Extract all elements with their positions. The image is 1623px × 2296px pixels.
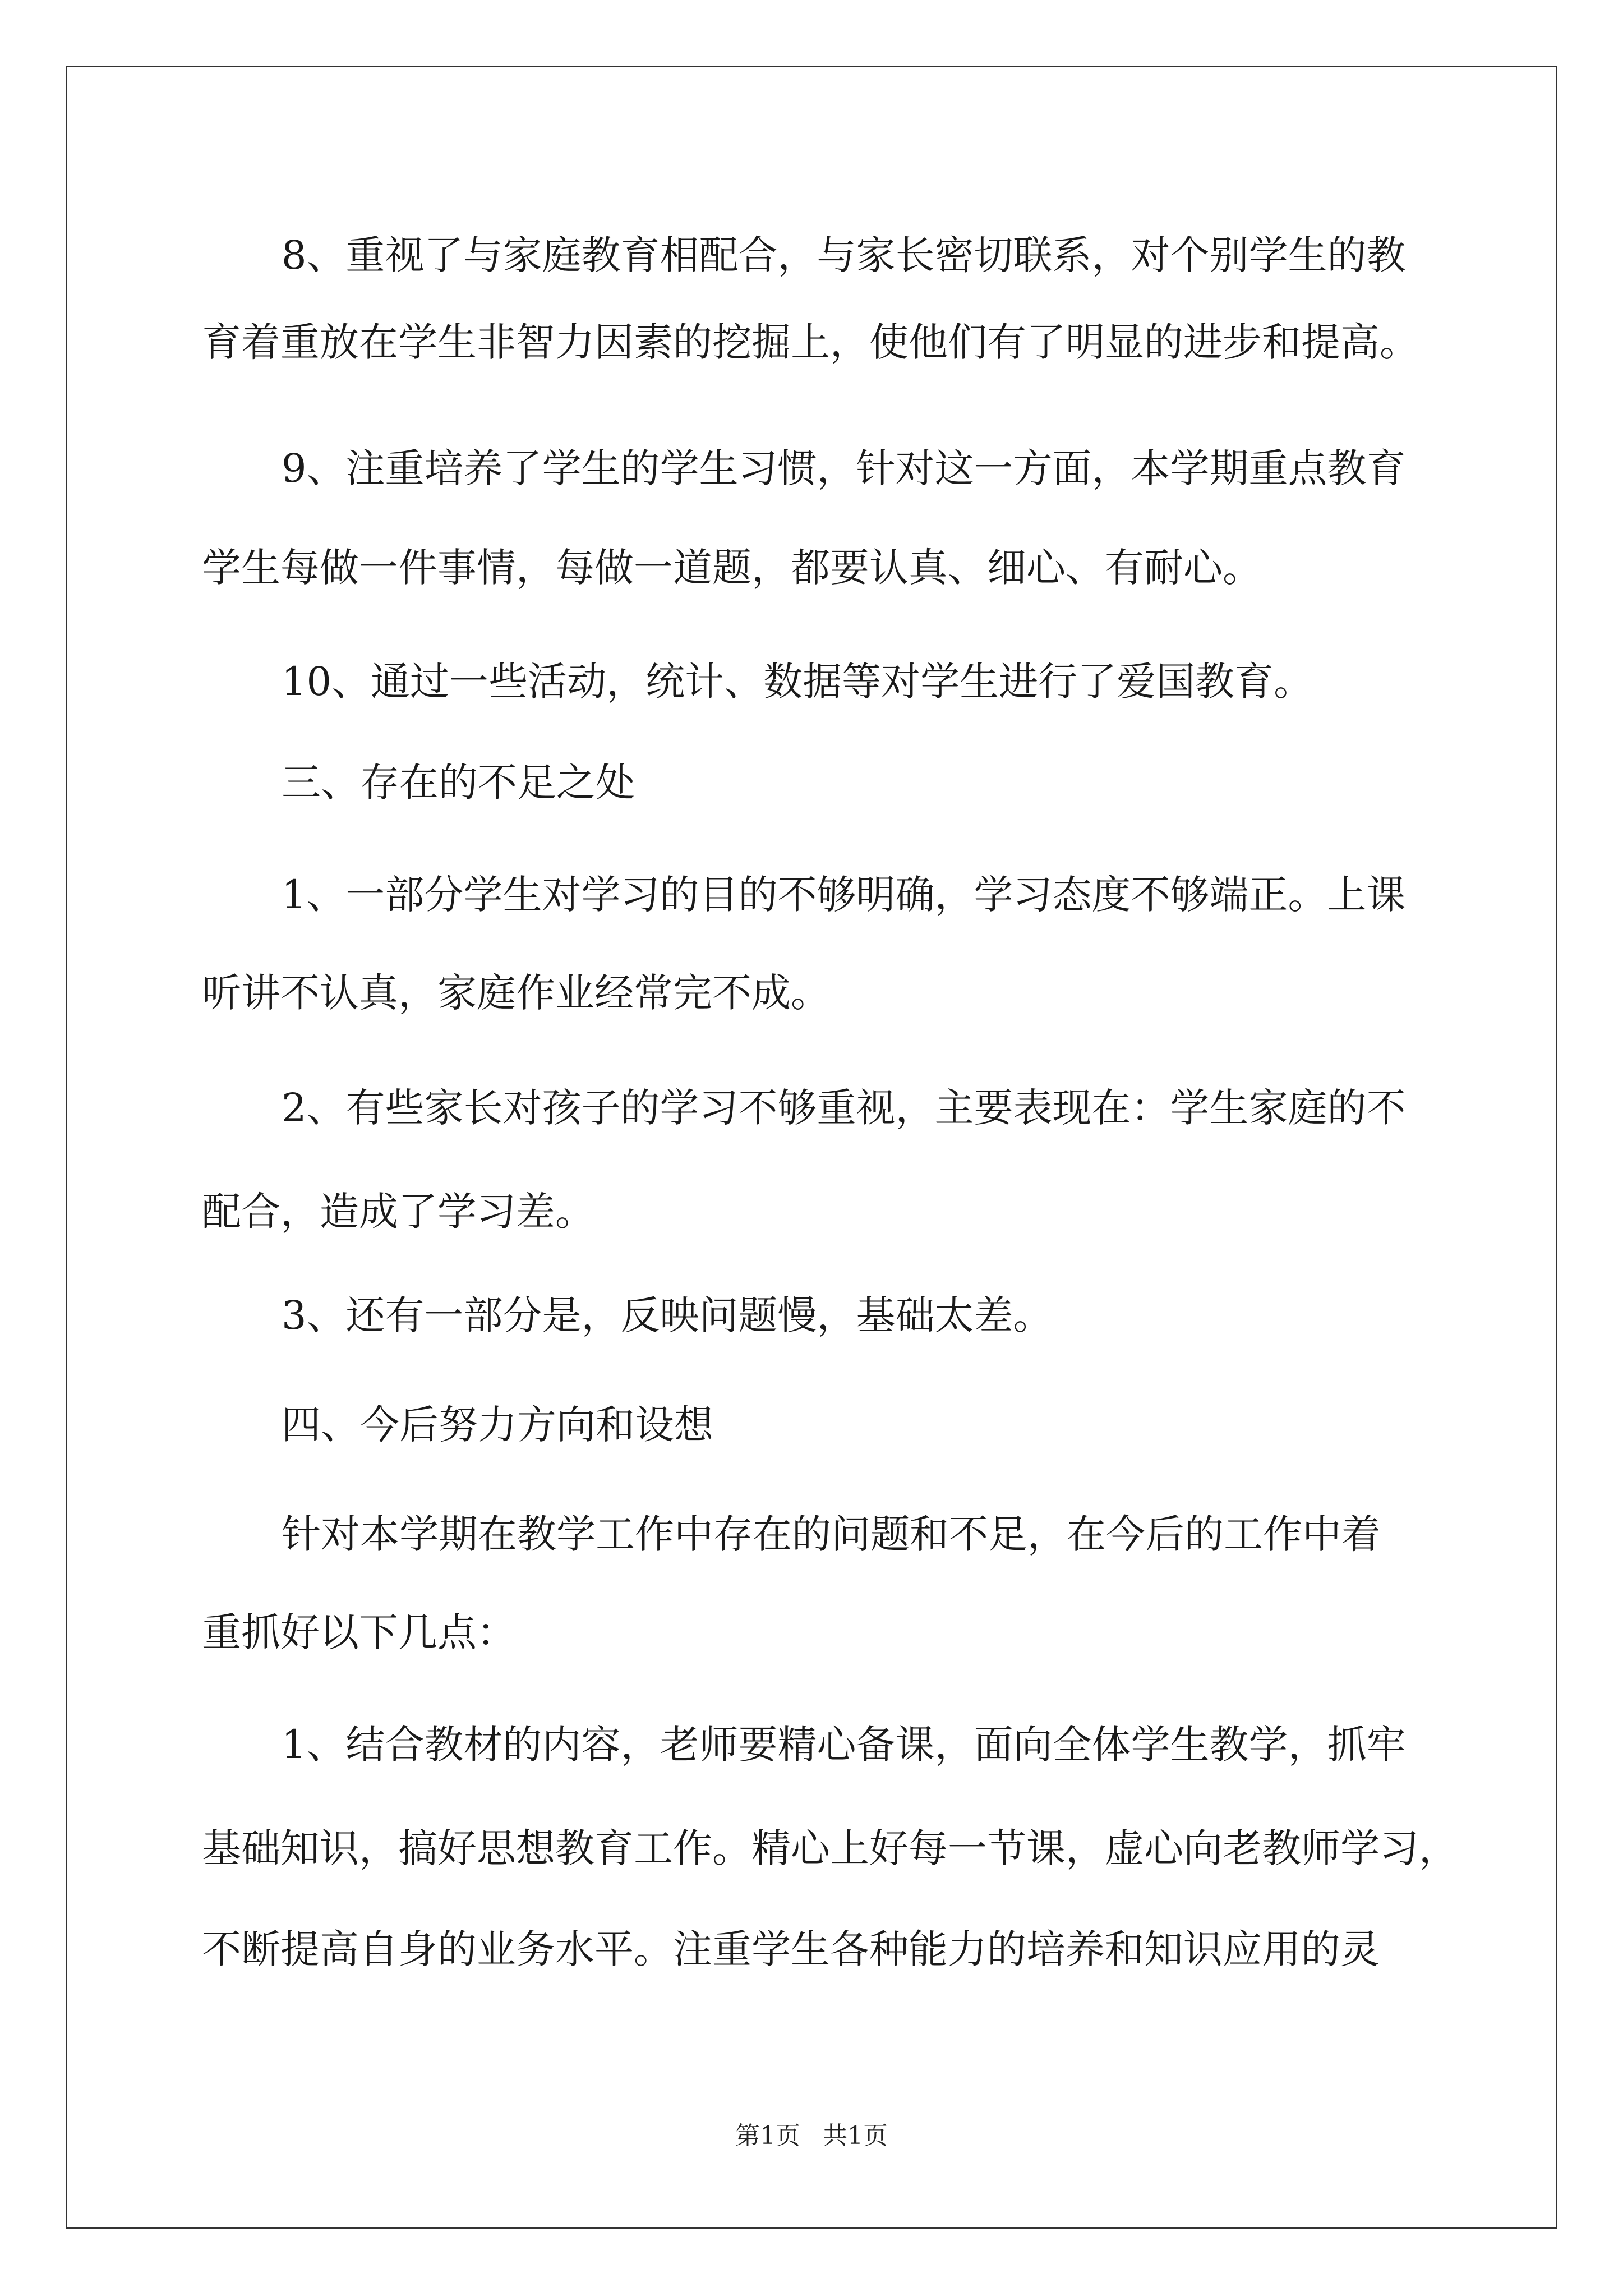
section-heading: 三、存在的不足之处 bbox=[282, 760, 635, 806]
paragraph-line: 2、有些家长对孩子的学习不够重视，主要表现在：学生家庭的不 bbox=[282, 1085, 1406, 1131]
paragraph-line: 10、通过一些活动，统计、数据等对学生进行了爱国教育。 bbox=[282, 659, 1313, 705]
paragraph-line: 1、一部分学生对学习的目的不够明确，学习态度不够端正。上课 bbox=[282, 872, 1406, 918]
paragraph-line: 基础知识，搞好思想教育工作。精心上好每一节课，虚心向老教师学习， bbox=[202, 1825, 1458, 1871]
page-total: 共1页 bbox=[823, 2122, 888, 2150]
section-heading: 四、今后努力方向和设想 bbox=[282, 1402, 713, 1448]
paragraph-line: 配合，造成了学习差。 bbox=[202, 1189, 594, 1235]
paragraph-line: 学生每做一件事情，每做一道题，都要认真、细心、有耐心。 bbox=[202, 545, 1262, 591]
paragraph-line: 1、结合教材的内容，老师要精心备课，面向全体学生教学，抓牢 bbox=[282, 1722, 1406, 1768]
paragraph-line: 9、注重培养了学生的学生习惯，针对这一方面，本学期重点教育 bbox=[282, 445, 1406, 491]
paragraph-line: 听讲不认真，家庭作业经常完不成。 bbox=[202, 970, 830, 1016]
paragraph-line: 针对本学期在教学工作中存在的问题和不足，在今后的工作中着 bbox=[282, 1511, 1381, 1557]
paragraph-line: 8、重视了与家庭教育相配合，与家长密切联系，对个别学生的教 bbox=[282, 232, 1406, 278]
page-border bbox=[66, 66, 1557, 2229]
paragraph-line: 育着重放在学生非智力因素的挖掘上，使他们有了明显的进步和提高。 bbox=[202, 319, 1419, 365]
paragraph-line: 重抓好以下几点： bbox=[202, 1609, 516, 1655]
paragraph-line: 不断提高自身的业务水平。注重学生各种能力的培养和知识应用的灵 bbox=[202, 1926, 1380, 1972]
paragraph-line: 3、还有一部分是，反映问题慢，基础太差。 bbox=[282, 1292, 1053, 1338]
page-number: 第1页 bbox=[735, 2122, 800, 2150]
page-footer bbox=[0, 2119, 1623, 2153]
